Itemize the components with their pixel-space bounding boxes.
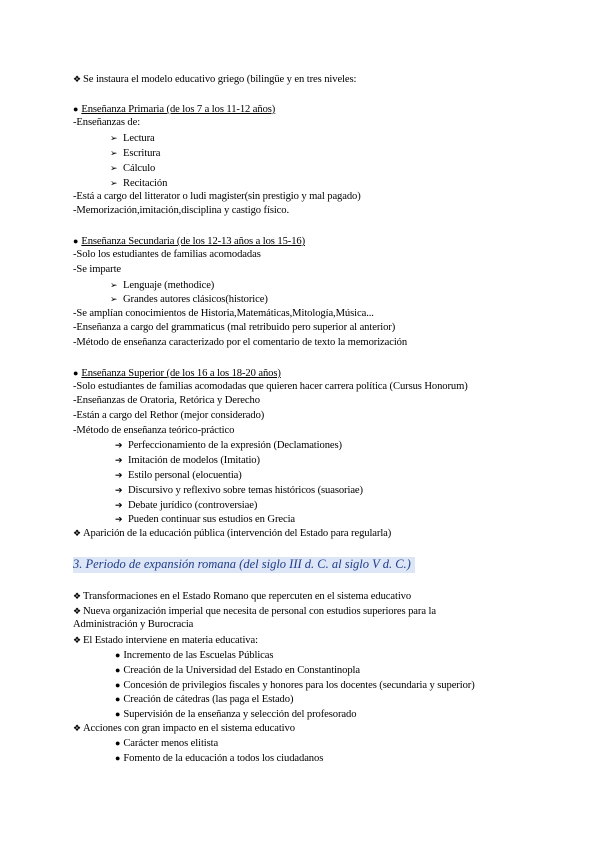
primaria-line: -Memorización,imitación,disciplina y castigo físico. — [73, 205, 290, 216]
arrow-right-icon: ➔ — [115, 514, 123, 524]
secundaria-line: -Método de enseñanza caracterizado por el comentario de texto la memorización — [73, 337, 408, 348]
superior-sub-item: ➔ Perfeccionamiento de la expresión (Declamationes) — [115, 440, 342, 451]
closing-line: ❖ Aparición de la educación pública (intervención del Estado para regularla) — [73, 528, 392, 539]
section3-sub-item: ● Creación de cátedras (las paga el Estado) — [115, 694, 294, 705]
bullet-icon: ● — [115, 650, 121, 660]
superior-line: -Están a cargo del Rethor (mejor considerado) — [73, 410, 265, 421]
bullet-icon: ● — [115, 738, 121, 748]
section3-bullet: ❖ Transformaciones en el Estado Romano que repercuten en el sistema educativo — [73, 591, 412, 602]
bullet-icon: ● — [73, 236, 79, 246]
arrowhead-icon: ➢ — [110, 163, 118, 173]
superior-line: -Método de enseñanza teórico-práctico — [73, 425, 235, 436]
bullet-icon: ● — [73, 368, 79, 378]
section3-sub-item: ● Carácter menos elitista — [115, 738, 219, 749]
primaria-sub-item: ➢ Lectura — [110, 133, 155, 144]
superior-line: -Solo estudiantes de familias acomodadas que quieren hacer carrera política (Cursus Honorum) — [73, 381, 468, 392]
diamond-bullet-icon: ❖ — [73, 528, 81, 538]
section-heading: 3. Periodo de expansión romana (del siglo III d. C. al siglo V d. C.) — [73, 557, 415, 573]
bullet-icon: ● — [115, 753, 121, 763]
superior-heading: ● Enseñanza Superior (de los 16 a los 18-20 años) — [73, 368, 281, 379]
primaria-sub-item: ➢ Recitación — [110, 178, 168, 189]
arrowhead-icon: ➢ — [110, 178, 118, 188]
arrow-right-icon: ➔ — [115, 500, 123, 510]
superior-sub-item: ➔ Imitación de modelos (Imitatio) — [115, 455, 260, 466]
section3-bullet: ❖ Nueva organización imperial que necesita de personal con estudios superiores para la — [73, 606, 436, 617]
secundaria-sub-item: ➢ Lenguaje (methodice) — [110, 280, 215, 291]
superior-sub-item: ➔ Debate jurídico (controversiae) — [115, 500, 258, 511]
arrow-right-icon: ➔ — [115, 455, 123, 465]
section3-sub-item: ● Supervisión de la enseñanza y selección del profesorado — [115, 709, 357, 720]
superior-sub-item: ➔ Pueden continuar sus estudios en Grecia — [115, 514, 296, 525]
section3-sub-item: ● Fomento de la educación a todos los ciudadanos — [115, 753, 324, 764]
arrow-right-icon: ➔ — [115, 440, 123, 450]
intro-line: ❖ Se instaura el modelo educativo griego (bilingüe y en tres niveles: — [73, 74, 357, 85]
primaria-line: -Enseñanzas de: — [73, 117, 141, 128]
bullet-icon: ● — [115, 709, 121, 719]
secundaria-line: -Solo los estudiantes de familias acomodadas — [73, 249, 261, 260]
diamond-bullet-icon: ❖ — [73, 591, 81, 601]
superior-sub-item: ➔ Discursivo y reflexivo sobre temas históricos (suasoriae) — [115, 485, 363, 496]
section3-bullet: ❖ El Estado interviene en materia educativa: — [73, 635, 258, 646]
primaria-heading: ● Enseñanza Primaria (de los 7 a los 11-12 años) — [73, 104, 276, 115]
arrow-right-icon: ➔ — [115, 470, 123, 480]
diamond-bullet-icon: ❖ — [73, 635, 81, 645]
superior-sub-item: ➔ Estilo personal (elocuentia) — [115, 470, 242, 481]
arrowhead-icon: ➢ — [110, 294, 118, 304]
section3-sub-item: ● Creación de la Universidad del Estado en Constantinopla — [115, 665, 360, 676]
secundaria-line: -Se amplían conocimientos de Historia,Matemáticas,Mitología,Música... — [73, 308, 374, 319]
secundaria-line: -Enseñanza a cargo del grammaticus (mal retribuido pero superior al anterior) — [73, 322, 396, 333]
diamond-bullet-icon: ❖ — [73, 74, 81, 84]
diamond-bullet-icon: ❖ — [73, 606, 81, 616]
bullet-icon: ● — [73, 104, 79, 114]
bullet-icon: ● — [115, 680, 121, 690]
section3-bullet: ❖ Acciones con gran impacto en el sistema educativo — [73, 723, 295, 734]
bullet-icon: ● — [115, 665, 121, 675]
diamond-bullet-icon: ❖ — [73, 723, 81, 733]
arrowhead-icon: ➢ — [110, 133, 118, 143]
superior-line: -Enseñanzas de Oratoria, Retórica y Derecho — [73, 395, 260, 406]
secundaria-line: -Se imparte — [73, 264, 122, 275]
bullet-icon: ● — [115, 694, 121, 704]
primaria-line: -Está a cargo del litterator o ludi magister(sin prestigio y mal pagado) — [73, 191, 361, 202]
arrowhead-icon: ➢ — [110, 148, 118, 158]
primaria-sub-item: ➢ Escritura — [110, 148, 161, 159]
arrowhead-icon: ➢ — [110, 280, 118, 290]
section3-bullet-continuation: Administración y Burocracia — [73, 619, 194, 630]
section3-sub-item: ● Incremento de las Escuelas Públicas — [115, 650, 274, 661]
section3-sub-item: ● Concesión de privilegios fiscales y honores para los docentes (secundaria y superior) — [115, 680, 475, 691]
secundaria-sub-item: ➢ Grandes autores clásicos(historice) — [110, 294, 268, 305]
secundaria-heading: ● Enseñanza Secundaria (de los 12-13 años a los 15-16) — [73, 236, 306, 247]
arrow-right-icon: ➔ — [115, 485, 123, 495]
primaria-sub-item: ➢ Cálculo — [110, 163, 156, 174]
